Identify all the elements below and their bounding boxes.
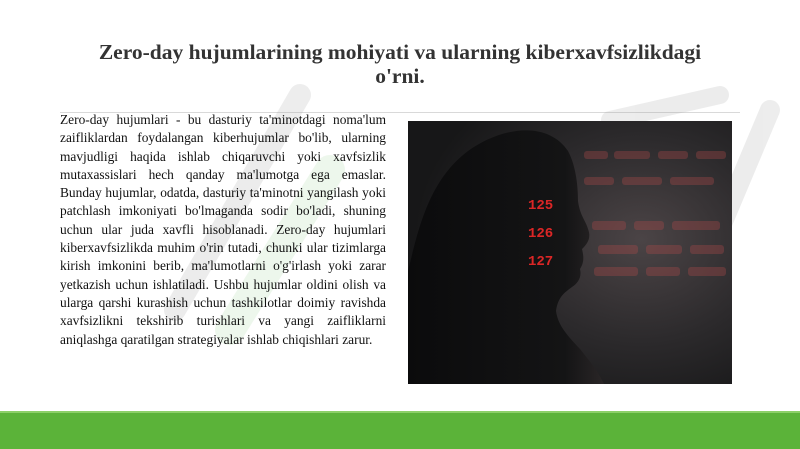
- footer-bar: [0, 413, 800, 449]
- projected-number: 127: [528, 254, 554, 270]
- projected-number: 126: [528, 226, 554, 242]
- projected-number: 125: [528, 198, 554, 214]
- body-paragraph: Zero-day hujumlari - bu dasturiy ta'minotdagi noma'lum zaifliklardan foydalangan kiberhujumlar bo'lib, ularning mavjudligi haqida ishlab chiqaruvchi yoki xavfsizlik mutaxassislari hech qanday ma'lumotga ega emaslar. Bunday hujumlar, odatda, dasturiy ta'minotni yangilash yoki patchlash imkoniyati bo'lmaganda sodir bo'ladi, shuning uchun ular juda xavfli hisoblanadi. Zero-day hujumlari kiberxavfsizlikda muhim o'rin tutadi, chunki ular tizimlarga kirish imkonini berib, ma'lumotlarni o'g'irlash yoki zarar yetkazish uchun ishlatiladi. Ushbu hujumlar oldini olish va ularga qarshi kurashish uchun tashkilotlar doimiy ravishda xavfsizlikni tekshirib turishlari va yangi zaifliklarni aniqlashga qaratilgan strategiyalar ishlab chiqishlari zarur.: [60, 112, 386, 347]
- slide-title: Zero-day hujumlarining mohiyati va ularning kiberxavfsizlikdagi o'rni.: [98, 40, 702, 88]
- hacker-silhouette-photo: [408, 121, 732, 384]
